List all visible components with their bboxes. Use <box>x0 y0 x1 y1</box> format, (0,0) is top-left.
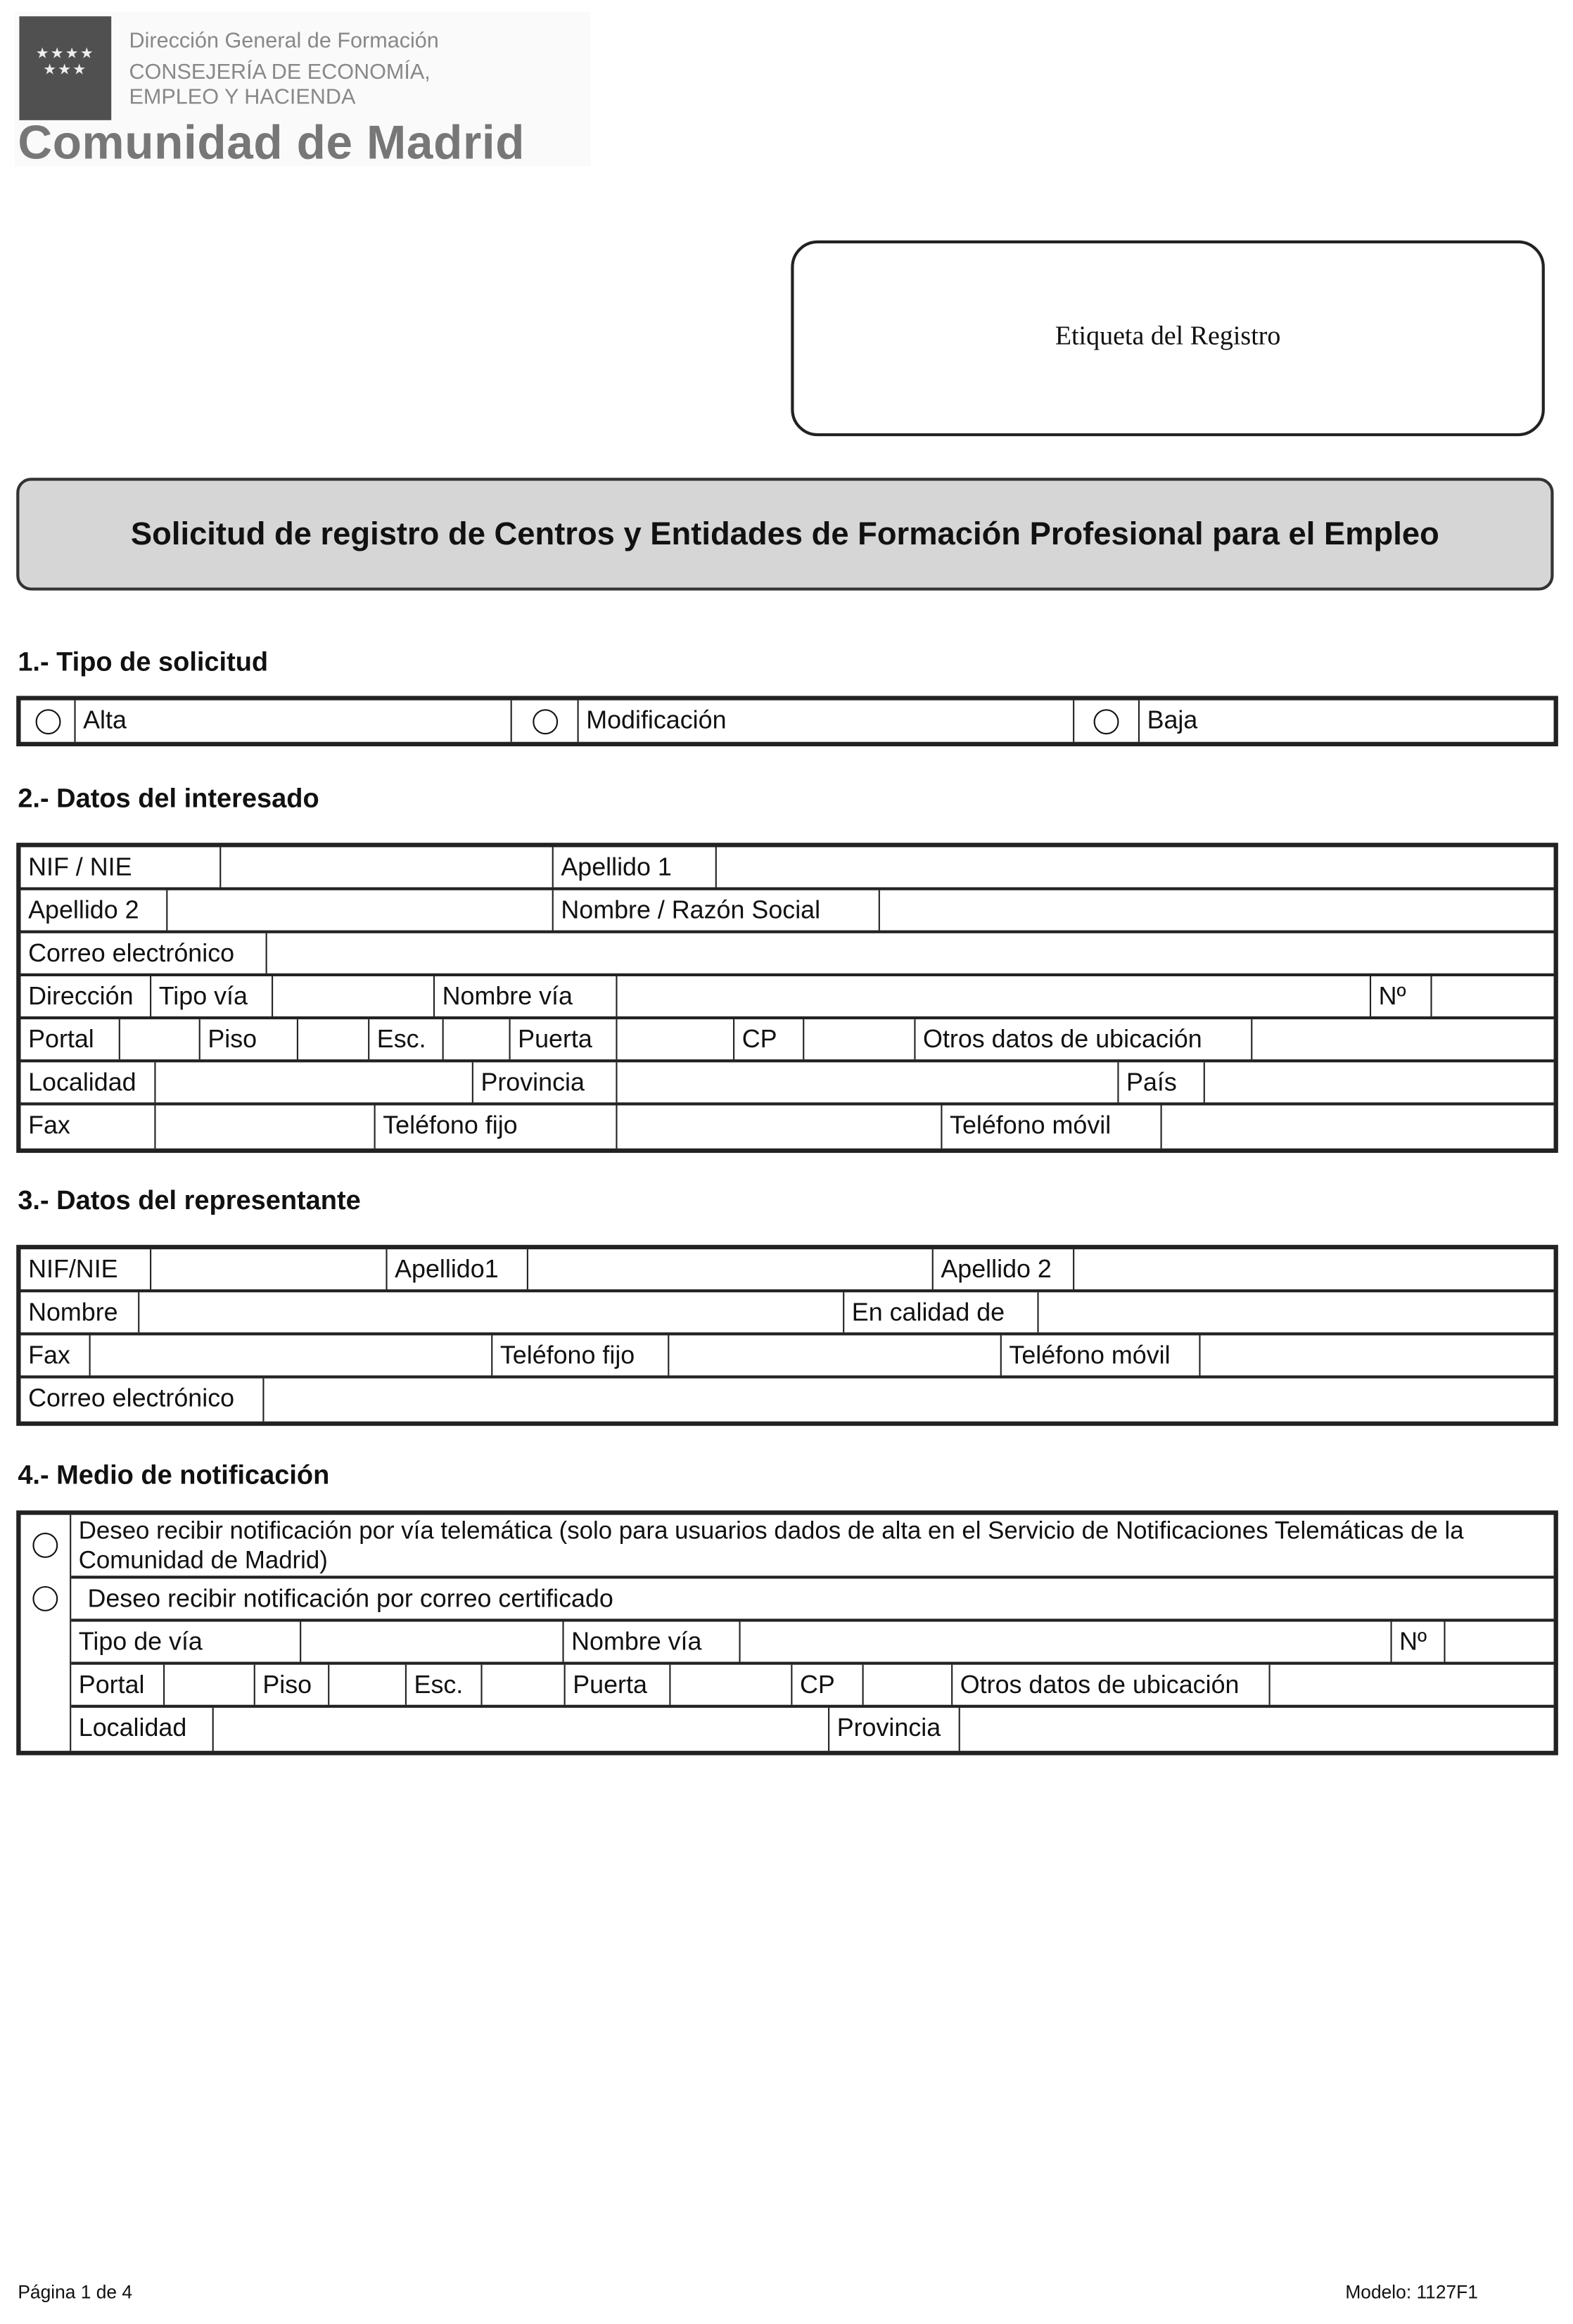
rep-apellido2-input[interactable] <box>1074 1249 1553 1289</box>
option-correo-label: Deseo recibir notificación por correo certificado <box>87 1584 613 1613</box>
section-3-heading: 3.- Datos del representante <box>18 1185 361 1215</box>
request-type-table <box>16 696 1558 746</box>
rep-nombre-input[interactable] <box>139 1292 844 1332</box>
not-puerta-input[interactable] <box>670 1665 792 1705</box>
fax-input[interactable] <box>155 1106 375 1149</box>
logo-line3: EMPLEO Y HACIENDA <box>129 86 356 110</box>
label: Correo electrónico <box>21 933 267 973</box>
not-tipo-via-input[interactable] <box>301 1622 563 1662</box>
label: Portal <box>71 1665 165 1705</box>
cp-input[interactable] <box>804 1019 915 1059</box>
label: Esc. <box>407 1665 483 1705</box>
label: Correo electrónico <box>21 1379 265 1422</box>
label: Puerta <box>566 1665 671 1705</box>
puerta-input[interactable] <box>618 1019 735 1059</box>
label: CP <box>792 1665 863 1705</box>
radio-column <box>21 1515 72 1751</box>
nombre-via-input[interactable] <box>618 976 1372 1016</box>
option-modificacion-label: Modificación <box>579 701 1075 742</box>
rep-fax-input[interactable] <box>91 1335 493 1375</box>
section-1-heading: 1.- Tipo de solicitud <box>18 646 269 677</box>
telefono-fijo-input[interactable] <box>618 1106 943 1149</box>
piso-input[interactable] <box>298 1019 369 1059</box>
label: Nº <box>1371 976 1432 1016</box>
provincia-input[interactable] <box>618 1062 1119 1102</box>
label: Nombre / Razón Social <box>554 890 880 931</box>
not-cp-input[interactable] <box>864 1665 953 1705</box>
radio-baja[interactable] <box>1074 701 1140 742</box>
rep-nif-input[interactable] <box>151 1249 387 1289</box>
label: Provincia <box>473 1062 618 1102</box>
label: Puerta <box>511 1019 618 1059</box>
label: Teléfono móvil <box>942 1106 1161 1149</box>
numero-input[interactable] <box>1432 976 1554 1016</box>
logo-line2: CONSEJERÍA DE ECONOMÍA, <box>129 60 431 85</box>
logo-direccion: Dirección General de Formación <box>129 30 439 53</box>
flag-stars-icon: ★★★★ ★★★ <box>19 16 111 120</box>
label: Localidad <box>21 1062 156 1102</box>
section-4-heading: 4.- Medio de notificación <box>18 1460 330 1490</box>
registry-label: Etiqueta del Registro <box>1055 320 1281 350</box>
model-number: Modelo: 1127F1 <box>1345 2282 1478 2303</box>
page-title: Solicitud de registro de Centros y Entidades de Formación Profesional para el Empleo <box>16 478 1553 590</box>
email-input[interactable] <box>267 933 1554 973</box>
rep-calidad-input[interactable] <box>1039 1292 1554 1332</box>
label: Piso <box>200 1019 298 1059</box>
not-provincia-input[interactable] <box>960 1708 1554 1751</box>
label: Teléfono fijo <box>492 1335 669 1375</box>
label: Nombre vía <box>564 1622 741 1662</box>
not-nombre-via-input[interactable] <box>741 1622 1392 1662</box>
applicant-table <box>16 843 1558 1153</box>
label: Portal <box>21 1019 120 1059</box>
option-alta-label: Alta <box>76 701 512 742</box>
page-number: Página 1 de 4 <box>18 2282 133 2303</box>
label: Tipo de vía <box>71 1622 301 1662</box>
otros-datos-input[interactable] <box>1252 1019 1553 1059</box>
rep-telefono-movil-input[interactable] <box>1201 1335 1554 1375</box>
label: Nombre vía <box>435 976 617 1016</box>
label: NIF / NIE <box>21 847 222 887</box>
representative-table <box>16 1245 1558 1426</box>
rep-telefono-fijo-input[interactable] <box>669 1335 1002 1375</box>
label: Piso <box>255 1665 329 1705</box>
pais-input[interactable] <box>1205 1062 1554 1102</box>
label: Tipo vía <box>151 976 273 1016</box>
label: Teléfono fijo <box>376 1106 618 1149</box>
radio-telematica[interactable] <box>21 1530 70 1559</box>
registry-label-box <box>791 241 1545 436</box>
label: Otros datos de ubicación <box>953 1665 1270 1705</box>
nombre-input[interactable] <box>880 890 1554 931</box>
not-numero-input[interactable] <box>1446 1622 1554 1662</box>
localidad-input[interactable] <box>155 1062 473 1102</box>
not-escalera-input[interactable] <box>483 1665 566 1705</box>
apellido1-input[interactable] <box>717 847 1554 887</box>
not-portal-input[interactable] <box>165 1665 255 1705</box>
option-telematica-label: Deseo recibir notificación por vía telemática (solo para usuarios dados de alta en el Servicio de Notificaciones Telemáticas de la Comunidad de Madrid) <box>78 1517 1464 1575</box>
label: Apellido 2 <box>934 1249 1074 1289</box>
radio-alta[interactable] <box>21 701 76 742</box>
label: Fax <box>21 1106 156 1149</box>
label: Esc. <box>369 1019 443 1059</box>
logo-consejeria <box>129 60 431 111</box>
label: Otros datos de ubicación <box>915 1019 1252 1059</box>
apellido2-input[interactable] <box>167 890 553 931</box>
comunidad-madrid-logo <box>15 12 590 170</box>
logo-name: Comunidad de Madrid <box>18 115 526 170</box>
notification-table <box>16 1510 1558 1755</box>
section-2-heading: 2.- Datos del interesado <box>18 783 319 813</box>
label: Apellido 2 <box>21 890 168 931</box>
not-localidad-input[interactable] <box>214 1708 829 1751</box>
radio-modificacion[interactable] <box>512 701 579 742</box>
label: Apellido1 <box>388 1249 528 1289</box>
label: Dirección <box>21 976 152 1016</box>
label: Nº <box>1392 1622 1446 1662</box>
label: Teléfono móvil <box>1002 1335 1201 1375</box>
option-baja-label: Baja <box>1147 706 1198 735</box>
label: Apellido 1 <box>554 847 717 887</box>
label: Localidad <box>71 1708 214 1751</box>
rep-email-input[interactable] <box>264 1379 1553 1422</box>
tipo-via-input[interactable] <box>273 976 435 1016</box>
radio-correo-certificado[interactable] <box>21 1583 70 1613</box>
telefono-movil-input[interactable] <box>1162 1106 1554 1149</box>
label: CP <box>734 1019 804 1059</box>
label: NIF/NIE <box>21 1249 152 1289</box>
not-piso-input[interactable] <box>329 1665 407 1705</box>
not-otros-datos-input[interactable] <box>1270 1665 1554 1705</box>
escalera-input[interactable] <box>444 1019 511 1059</box>
portal-input[interactable] <box>120 1019 200 1059</box>
label: Nombre <box>21 1292 140 1332</box>
rep-apellido1-input[interactable] <box>528 1249 934 1289</box>
label: País <box>1119 1062 1204 1102</box>
nif-input[interactable] <box>221 847 554 887</box>
label: Provincia <box>829 1708 960 1751</box>
label: Fax <box>21 1335 91 1375</box>
label: En calidad de <box>844 1292 1038 1332</box>
